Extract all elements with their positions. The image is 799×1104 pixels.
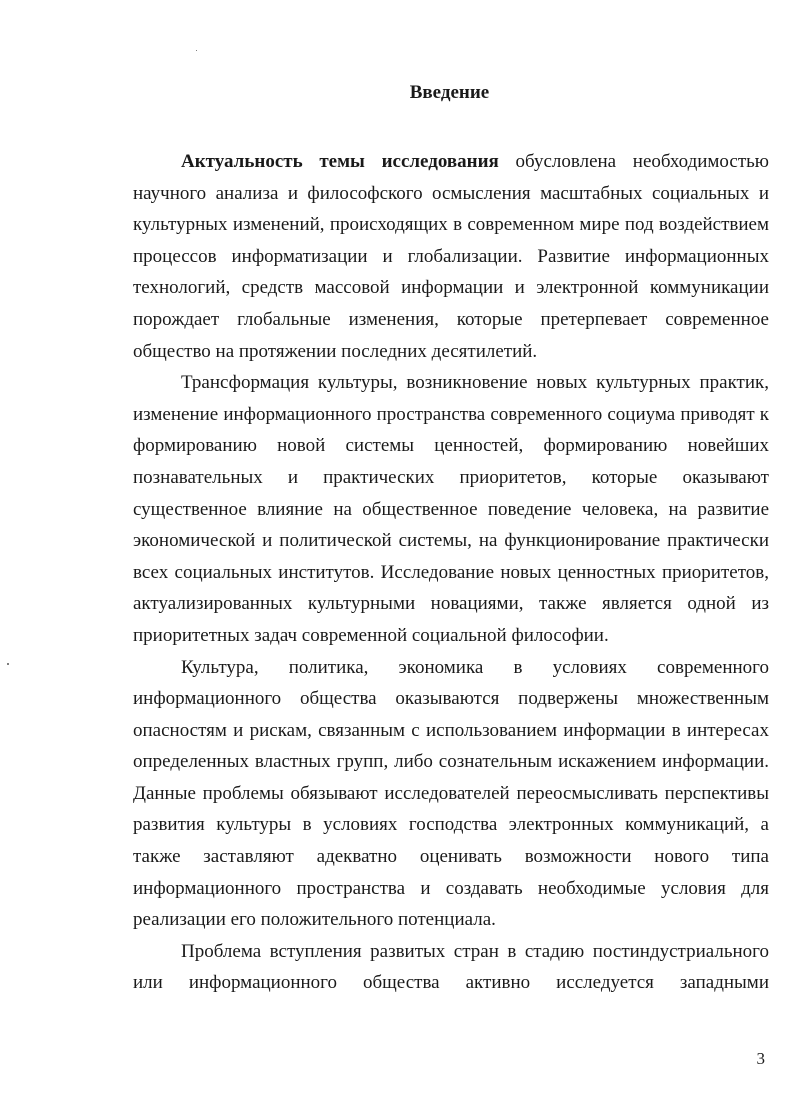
paragraph-text: Трансформация культуры, возникновение новых культурных практик, изменение информационного пространства современного социума приводят к формированию новой системы ценностей, формированию новейших познавательных и практических приоритетов, которые оказывают существенное влияние на общественное поведение человека, на развитие экономической и политической системы, на функционирование практически всех социальных институтов. Исследование новых ценностных приоритетов, актуализированных культурными новациями, также является одной из приоритетных задач современной социальной философии. xyxy=(133,372,769,646)
paragraph-risks xyxy=(133,652,769,936)
paragraph-text: Проблема вступления развитых стран в стадию постиндустриального или информационного общества активно исследуется западными xyxy=(133,940,769,994)
document-body xyxy=(133,146,769,999)
paragraph-culture-transformation xyxy=(133,367,769,651)
paragraph-text: обусловлена необходимостью научного анализа и философского осмысления масштабных социальных и культурных изменений, происходящих в современном мире под воздействием процессов информатизации и глобализации. Развитие информационных технологий, средств массовой информации и электронной коммуникации порождает глобальные изменения, которые претерпевает современное общество на протяжении последних десятилетий. xyxy=(133,151,770,362)
section-title: Введение xyxy=(409,82,490,103)
paragraph-text: Культура, политика, экономика в условиях современного информационного общества оказываются подвержены множественным опасностям и рискам, связанным с использованием информации в интересах определенных властных групп, либо сознательным искажением информации. Данные проблемы обязывают исследователей переосмысливать перспективы развития культуры в условиях господства электронных коммуникаций, а также заставляют адекватно оценивать возможности нового типа информационного пространства и создавать необходимые условия для реализации его положительного потенциала. xyxy=(133,656,769,931)
scan-speck xyxy=(7,663,9,665)
paragraph-lead: Актуальность темы исследования xyxy=(181,151,499,172)
paragraph-postindustrial xyxy=(133,936,769,999)
paragraph-relevance xyxy=(133,146,769,367)
scan-speck xyxy=(196,50,197,51)
page-number: 3 xyxy=(756,1049,765,1068)
